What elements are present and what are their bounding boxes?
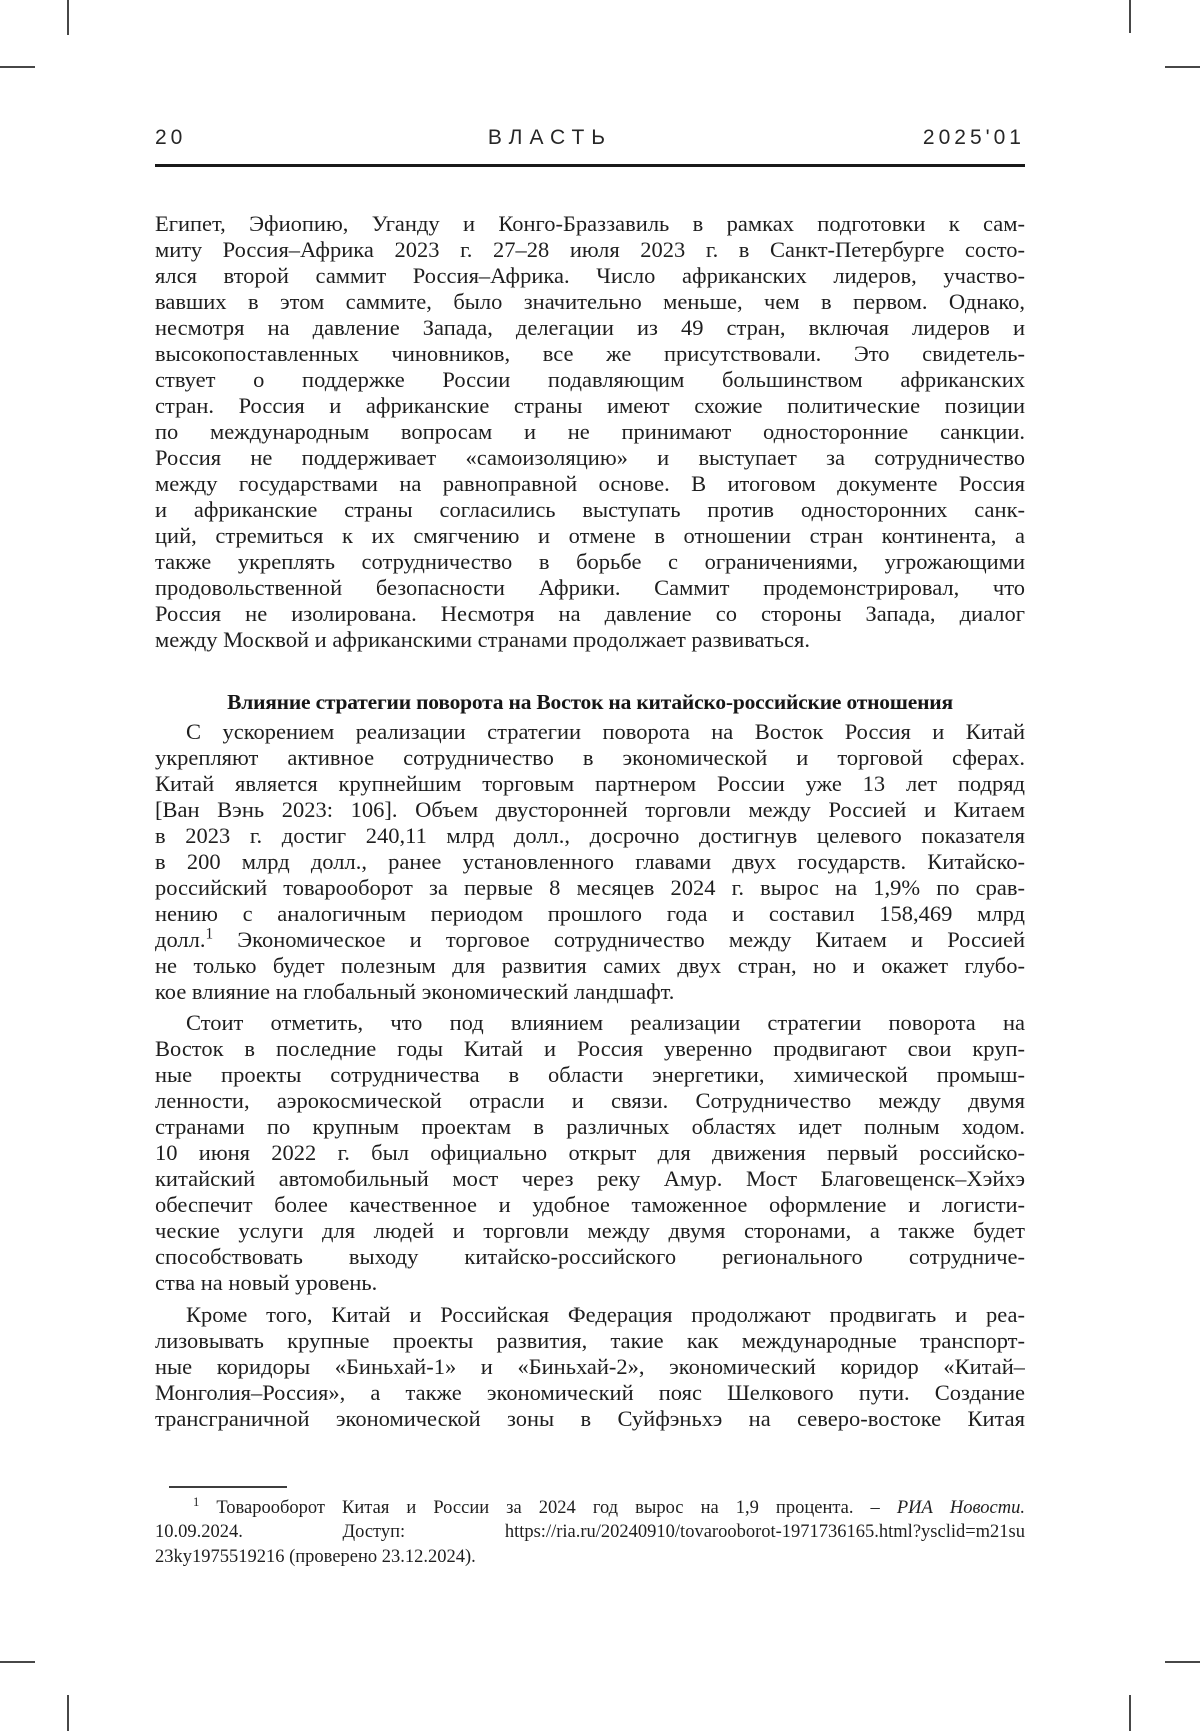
text-line: Кроме того, Китай и Российская Федерация продолжают продвигать и реа- [186,1302,1025,1327]
issue-number: 2025'01 [922,126,1025,149]
line-text: Экономическое и торговое сотрудничество между Китаем и Россией [237,927,1025,952]
text-line-with-footnote-ref [155,927,1025,953]
text-line: странами по крупным проектам в различных областях идет полным ходом. [155,1114,1025,1139]
text-line: укрепляют активное сотрудничество в экономической и торговой сферах. [155,745,1025,770]
crop-mark-bottom-right-horizontal [1165,1661,1200,1663]
text-line: Египет, Эфиопию, Уганду и Конго-Браззавиль в рамках подготовки к сам- [155,211,1025,236]
text-line: высокопоставленных чиновников, все же присутствовали. Это свидетель- [155,341,1025,366]
text-line: ций, стремиться к их смягчению и отмене в отношении стран континента, а [155,523,1025,548]
paragraph-2 [155,719,1025,1005]
text-line: ленности, аэрокосмической отрасли и связи. Сотрудничество между двумя [155,1088,1025,1113]
text-line: Монголия–Россия», а также экономический пояс Шелкового пути. Создание [155,1380,1025,1405]
text-line: ялся второй саммит Россия–Африка. Число африканских лидеров, участво- [155,263,1025,288]
text-line: Китай является крупнейшим торговым партнером России уже 13 лет подряд [155,771,1025,796]
text-line: ствует о поддержке России подавляющим большинством африканских [155,367,1025,392]
page-number: 20 [155,126,187,149]
text-line: Россия не поддерживает «самоизоляцию» и выступает за сотрудничество [155,445,1025,470]
crop-mark-bottom-left-horizontal [0,1661,35,1663]
paragraph-3 [155,1010,1025,1296]
crop-mark-top-right-horizontal [1165,66,1200,68]
text-line: ные коридоры «Биньхай-1» и «Биньхай-2», экономический коридор «Китай– [155,1354,1025,1379]
text-line: между Москвой и африканскими странами продолжает развиваться. [155,627,810,652]
crop-mark-bottom-right-vertical [1129,1695,1131,1731]
text-line: между государствами на равноправной основе. В итоговом документе Россия [155,471,1025,496]
text-line: 10 июня 2022 г. был официально открыт для движения первый российско- [155,1140,1025,1165]
paragraph-1 [155,211,1025,653]
journal-title: ВЛАСТЬ [487,126,613,149]
section-heading: Влияние стратегии поворота на Восток на китайско-российские отношения [227,690,953,714]
text-line: Восток в последние годы Китай и Россия уверенно продвигают свои круп- [155,1036,1025,1061]
text-line: миту Россия–Африка 2023 г. 27–28 июля 2023 г. в Санкт-Петербурге состо- [155,237,1025,262]
footnote-source: РИА Новости. [896,1498,1025,1518]
footnote [155,1496,1025,1569]
text-line: продовольственной безопасности Африки. Саммит продемонстрировал, что [155,575,1025,600]
text-line: российский товарооборот за первые 8 месяцев 2024 г. вырос на 1,9% по срав- [155,875,1025,900]
text-line: по международным вопросам и не принимают односторонние санкции. [155,419,1025,444]
line-text: долл. [155,927,206,952]
footnote-line [155,1496,1025,1520]
text-line: в 2023 г. достиг 240,11 млрд долл., досрочно достигнув целевого показателя [155,823,1025,848]
text-line: нению с аналогичным периодом прошлого года и составил 158,469 млрд [155,901,1025,926]
header-rule [155,164,1025,167]
text-line: Стоит отметить, что под влиянием реализации стратегии поворота на [186,1010,1025,1035]
text-line: С ускорением реализации стратегии поворота на Восток Россия и Китай [186,719,1025,744]
text-line: ные проекты сотрудничества в области энергетики, химической промыш- [155,1062,1025,1087]
text-line: трансграничной экономической зоны в Суйфэньхэ на северо-востоке Китая [155,1406,1025,1431]
text-line: ческие услуги для людей и торговли между двумя сторонами, а также будет [155,1218,1025,1243]
crop-mark-top-left-horizontal [0,66,35,68]
footnote-reference: 1 [205,927,214,943]
text-line: лизовывать крупные проекты развития, такие как международные транспорт- [155,1328,1025,1353]
footnote-marker: 1 [193,1496,200,1509]
footnote-text: Товарооборот Китая и России за 2024 год вырос на 1,9 процента. – [216,1498,897,1518]
text-line: способствовать выходу китайско-российского регионального сотрудниче- [155,1244,1025,1269]
text-line: кое влияние на глобальный экономический ландшафт. [155,979,675,1004]
text-line: ства на новый уровень. [155,1270,378,1295]
text-line: также укреплять сотрудничество в борьбе с ограничениями, угрожающими [155,549,1025,574]
text-line: в 200 млрд долл., ранее установленного главами двух государств. Китайско- [155,849,1025,874]
text-line: не только будет полезным для развития самих двух стран, но и окажет глубо- [155,953,1025,978]
footnote-line: 10.09.2024. Доступ: https://ria.ru/20240910/tovarooborot-1971736165.html?ysclid=m21su [155,1522,1025,1543]
footnote-line: 23ky1975519216 (проверено 23.12.2024). [155,1546,476,1567]
crop-mark-top-right-vertical [1129,0,1131,33]
crop-mark-bottom-left-vertical [67,1695,69,1731]
text-line: вавших в этом саммите, было значительно меньше, чем в первом. Однако, [155,289,1025,314]
text-line: [Ван Вэнь 2023: 106]. Объем двусторонней торговли между Россией и Китаем [155,797,1025,822]
crop-mark-top-left-vertical [67,0,69,35]
running-head [155,126,1025,152]
text-line: обеспечит более качественное и удобное таможенное оформление и логисти- [155,1192,1025,1217]
text-line: и африканские страны согласились выступать против односторонних санк- [155,497,1025,522]
footnote-rule [169,1486,287,1488]
text-line: Россия не изолирована. Несмотря на давление со стороны Запада, диалог [155,601,1025,626]
text-line: несмотря на давление Запада, делегации из 49 стран, включая лидеров и [155,315,1025,340]
text-line: стран. Россия и африканские страны имеют схожие политические позиции [155,393,1025,418]
paragraph-4 [155,1302,1025,1432]
text-line: китайский автомобильный мост через реку Амур. Мост Благовещенск–Хэйхэ [155,1166,1025,1191]
